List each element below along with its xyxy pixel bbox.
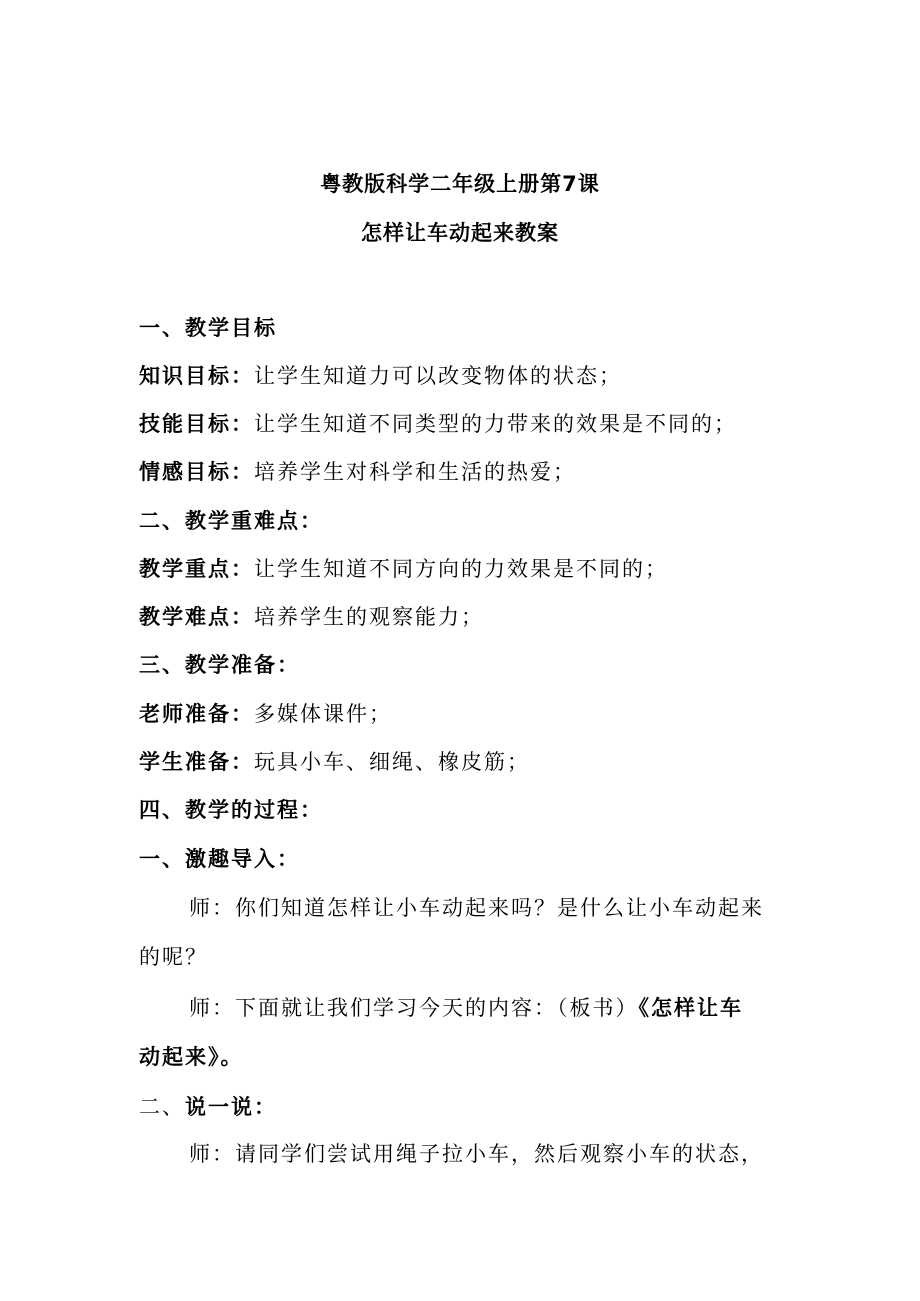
paragraph-line: 的呢？ xyxy=(139,945,208,969)
process-step-2-title: 说一说： xyxy=(185,1095,277,1119)
teaching-key-point-label: 教学重点： xyxy=(139,557,254,581)
teacher-preparation-text: 多媒体课件； xyxy=(254,702,392,726)
teacher-preparation xyxy=(139,700,789,728)
knowledge-objective-label: 知识目标： xyxy=(139,364,254,388)
section-heading-preparation: 三、教学准备： xyxy=(139,653,300,677)
student-preparation-label: 学生准备： xyxy=(139,750,254,774)
skill-objective-label: 技能目标： xyxy=(139,412,254,436)
paragraph-line xyxy=(189,994,839,1022)
lesson-title-reference-continued: 动起来》。 xyxy=(139,1045,244,1069)
skill-objective xyxy=(139,410,789,438)
process-step-1-heading: 一、激趣导入： xyxy=(139,847,300,871)
student-preparation xyxy=(139,748,789,776)
document-title-line-2: 怎样让车动起来教案 xyxy=(361,221,559,245)
student-preparation-text: 玩具小车、细绳、橡皮筋； xyxy=(254,750,530,774)
knowledge-objective-text: 让学生知道力可以改变物体的状态； xyxy=(254,364,622,388)
teaching-difficult-point xyxy=(139,603,789,631)
process-step-2-number: 二、 xyxy=(139,1095,185,1119)
section-heading-process: 四、教学的过程： xyxy=(139,798,323,822)
teaching-key-point-text: 让学生知道不同方向的力效果是不同的； xyxy=(254,557,668,581)
emotion-objective-label: 情感目标： xyxy=(139,460,254,484)
teaching-difficult-point-text: 培养学生的观察能力； xyxy=(254,605,484,629)
paragraph-plain-text: 师：下面就让我们学习今天的内容：（板书） xyxy=(189,996,639,1020)
knowledge-objective xyxy=(139,362,789,390)
section-heading-objectives: 一、教学目标 xyxy=(139,316,277,340)
paragraph-line: 师：你们知道怎样让小车动起来吗？是什么让小车动起来 xyxy=(189,896,764,920)
section-heading-key-points: 二、教学重难点： xyxy=(139,509,323,533)
emotion-objective xyxy=(139,458,789,486)
process-step-2-heading xyxy=(139,1093,789,1121)
document-title-line-1: 粤教版科学二年级上册第7课 xyxy=(320,172,600,196)
teaching-key-point xyxy=(139,555,789,583)
teacher-preparation-label: 老师准备： xyxy=(139,702,254,726)
skill-objective-text: 让学生知道不同类型的力带来的效果是不同的； xyxy=(254,412,737,436)
lesson-title-reference: 《怎样让车 xyxy=(638,996,743,1020)
teaching-difficult-point-label: 教学难点： xyxy=(139,605,254,629)
emotion-objective-text: 培养学生对科学和生活的热爱； xyxy=(254,460,576,484)
paragraph-line: 师：请同学们尝试用绳子拉小车，然后观察小车的状态， xyxy=(189,1142,764,1166)
